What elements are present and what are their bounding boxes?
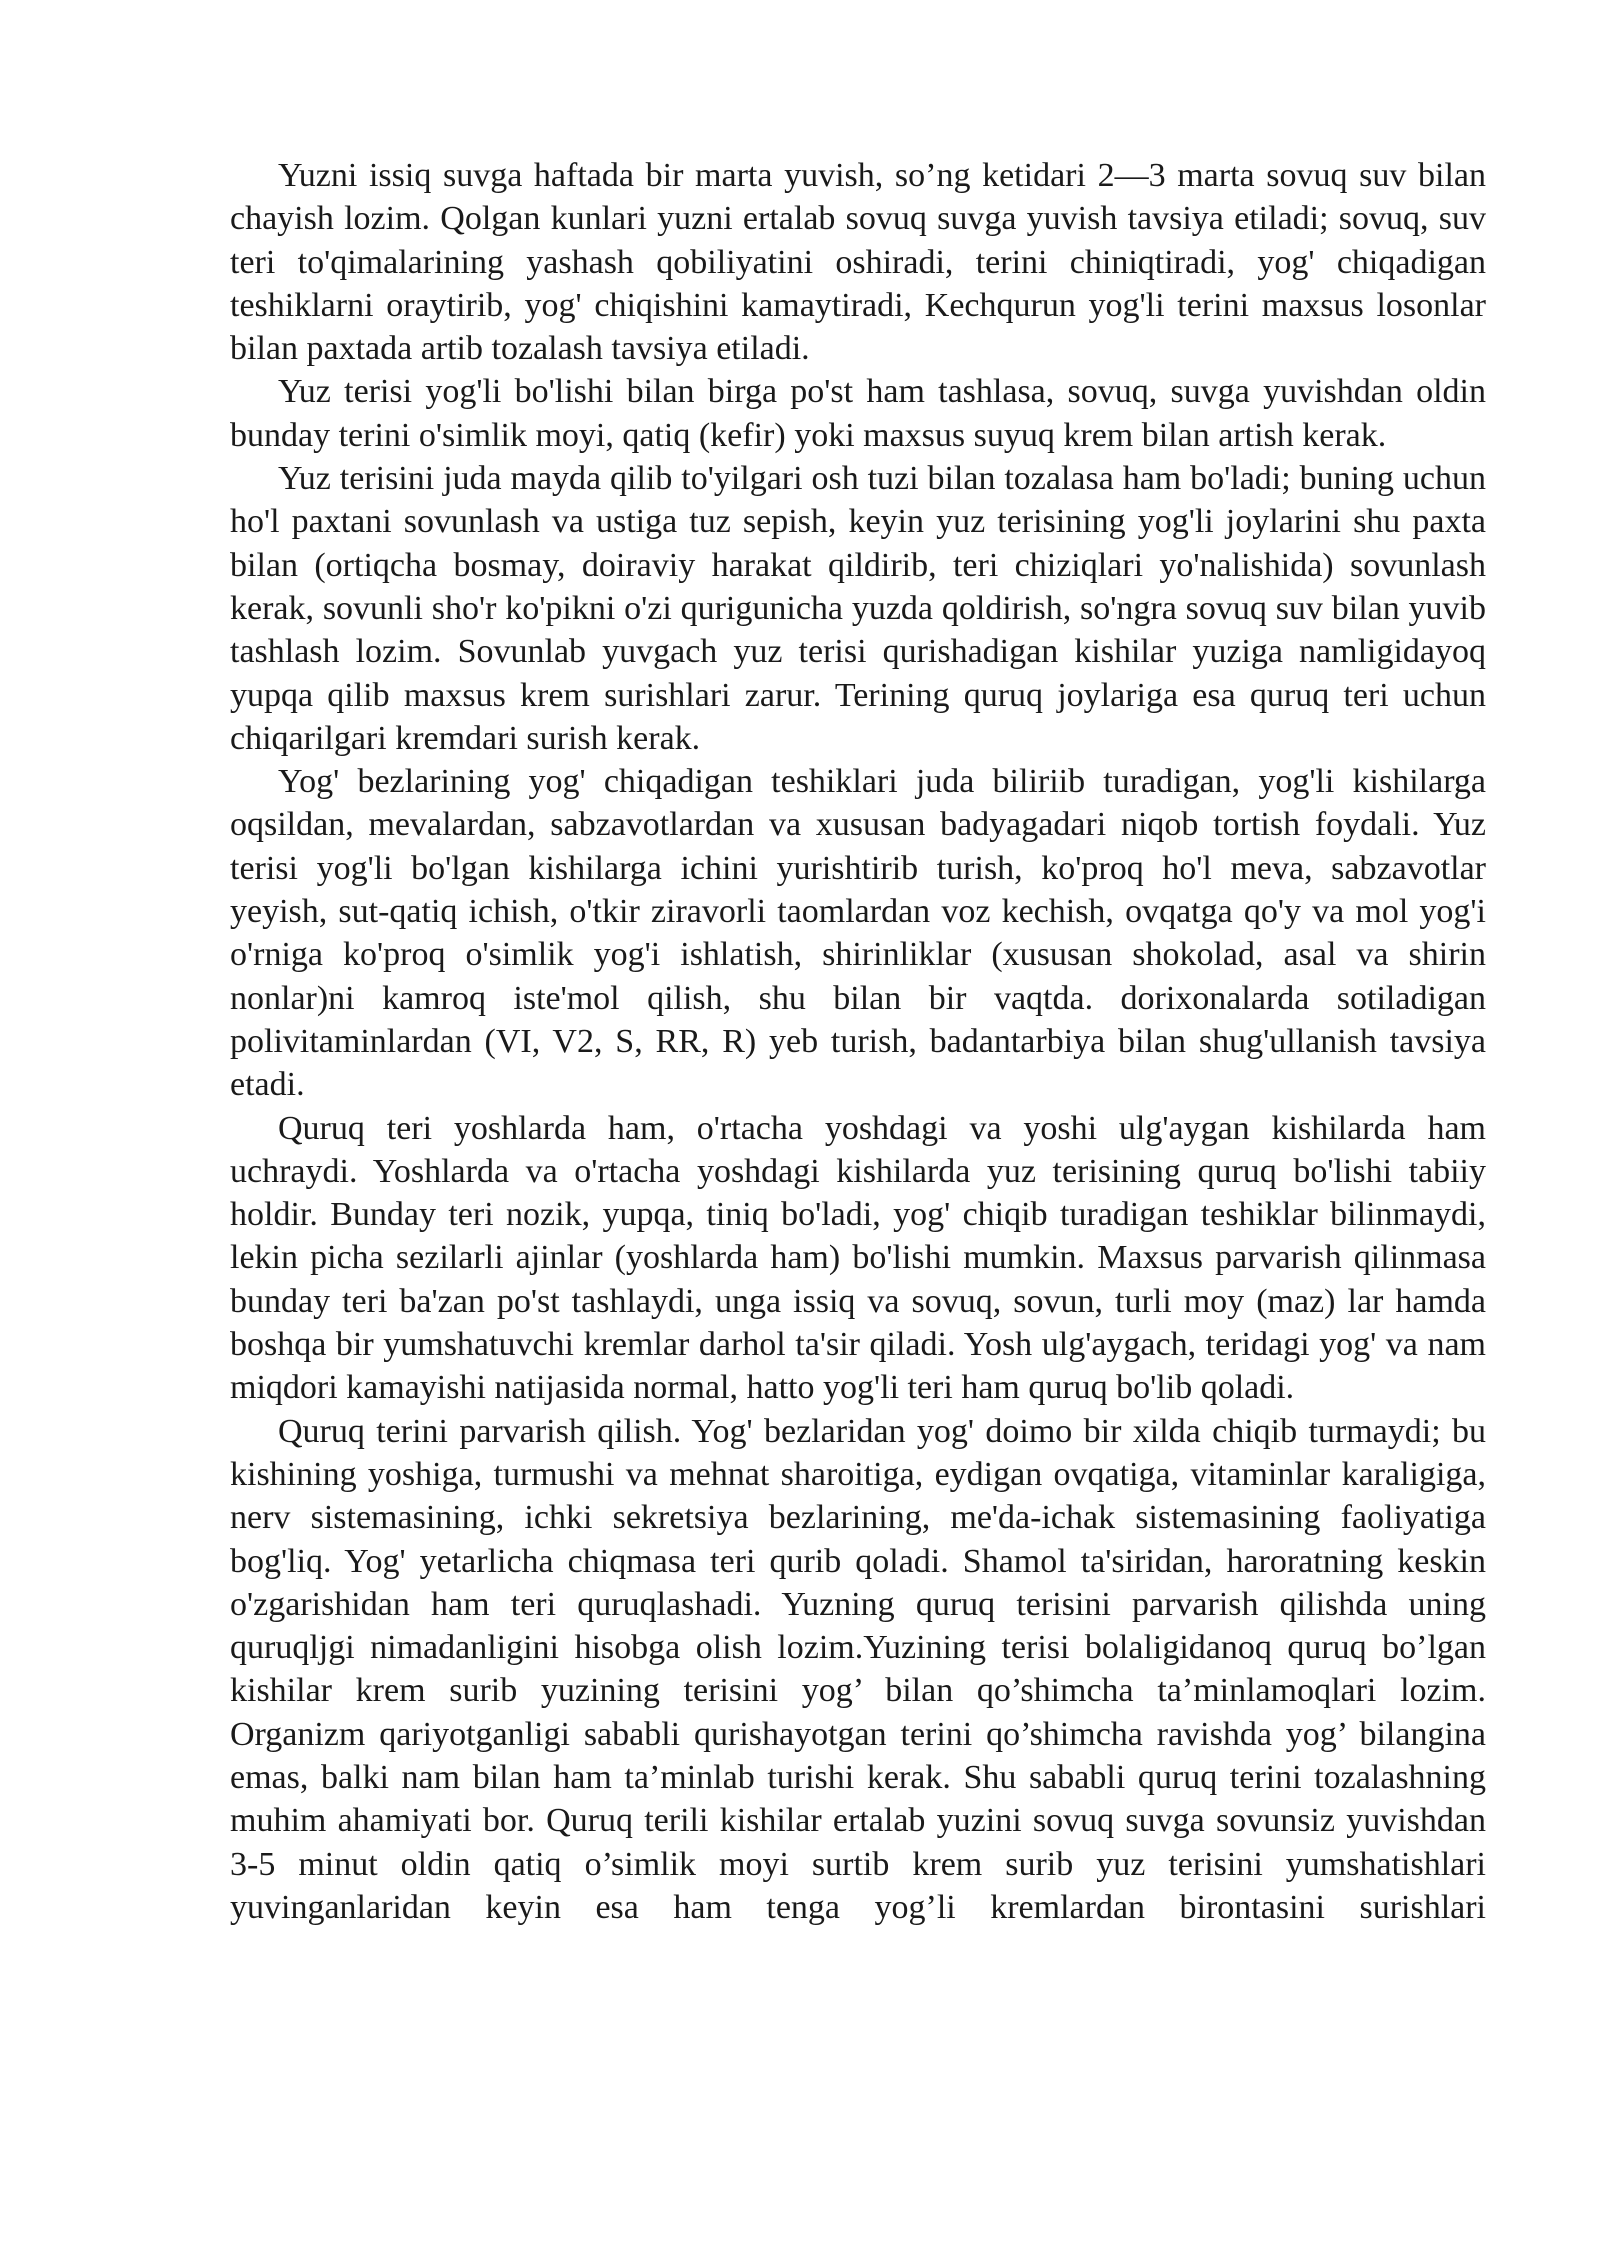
- paragraph-salt-cleansing: Yuz terisini juda mayda qilib to'yilgari osh tuzi bilan tozalasa ham bo'ladi; buning uchun ho'l paxtani sovunlash va ustiga tuz sepish, keyin yuz terisining yog'li joylarini shu paxta bilan (ortiqcha bosmay, doiraviy harakat qildirib, teri chiziqlari yo'nalishida) sovunlash kerak, sovunli sho'r ko'pikni o'zi qurigunicha yuzda qoldirish, so'ngra sovuq suv bilan yuvib tashlash lozim. Sovunlab yuvgach yuz terisi qurishadigan kishilar yuziga namligidayoq yupqa qilib maxsus krem surishlari zarur. Terining quruq joylariga esa quruq teri uchun chiqarilgari kremdari surish kerak.: [230, 460, 1486, 757]
- paragraph-dry-skin-care: Quruq terini parvarish qilish. Yog' bezlaridan yog' doimo bir xilda chiqib turmaydi; bu kishining yoshiga, turmushi va mehnat sharoitiga, eydigan ovqatiga, vitaminlar karaligiga, nerv sistemasining, ichki sekretsiya bezlarining, me'da-ichak sistemasining faoliyatiga bog'liq. Yog' yetarlicha chiqmasa teri qurib qoladi. Shamol ta'siridan, haroratning keskin o'zgarishidan ham teri quruqlashadi. Yuzning quruq terisini parvarish qilishda uning quruqljgi nimadanligini hisobga olish lozim.Yuzining terisi bolaligidanoq quruq bo’lgan kishilar krem surib yuzining terisini yog’ bilan qo’shimcha ta’minlamoqlari lozim. Organizm qariyotganligi sababli qurishayotgan terini qo’shimcha ravishda yog’ bilangina emas, balki nam bilan ham ta’minlab turishi kerak. Shu sababli quruq terini tozalashning muhim ahamiyati bor. Quruq terili kishilar ertalab yuzini sovuq suvga sovunsiz yuvishdan 3-5 minut oldin qatiq o’simlik moyi surtib krem surib yuz terisini yumshatishlari yuvinganlaridan keyin esa ham tenga yog’li kremlardan birontasini surishlari: [230, 1412, 1486, 1926]
- paragraph-washing-face: Yuzni issiq suvga haftada bir marta yuvish, so’ng ketidari 2—3 marta sovuq suv bilan chayish lozim. Qolgan kunlari yuzni ertalab sovuq suvga yuvish tavsiya etiladi; sovuq, suv teri to'qimalarining yashash qobiliyatini oshiradi, terini chiniqtiradi, yog' chiqadigan teshiklarni oraytirib, yog' chiqishini kamaytiradi, Kechqurun yog'li terini maxsus losonlar bilan paxtada artib tozalash tavsiya etiladi.: [230, 157, 1486, 368]
- paragraph-oily-skin-diet: Yog' bezlarining yog' chiqadigan teshiklari juda biliriib turadigan, yog'li kishilarga oqsildan, mevalardan, sabzavotlardan va xususan badyagadari niqob tortish foydali. Yuz terisi yog'li bo'lgan kishilarga ichini yurishtirib turish, ko'proq ho'l meva, sabzavotlar yeyish, sut-qatiq ichish, o'tkir ziravorli taomlardan voz kechish, ovqatga qo'y va mol yog'i o'rniga ko'proq o'simlik yog'i ishlatish, shirinliklar (xususan shokolad, asal va shirin nonlar)ni kamroq iste'mol qilish, shu bilan bir vaqtda. dorixonalarda sotiladigan polivitaminlardan (VI, V2, S, RR, R) yeb turish, badantarbiya bilan shug'ullanish tavsiya etadi.: [230, 763, 1486, 1104]
- paragraph-oily-peeling-skin: Yuz terisi yog'li bo'lishi bilan birga po'st ham tashlasa, sovuq, suvga yuvishdan oldin bunday terini o'simlik moyi, qatiq (kefir) yoki maxsus suyuq krem bilan artish kerak.: [230, 373, 1486, 454]
- document-body: [230, 154, 1486, 1929]
- paragraph-dry-skin: Quruq teri yoshlarda ham, o'rtacha yoshdagi va yoshi ulg'aygan kishilarda ham uchraydi. Yoshlarda va o'rtacha yoshdagi kishilarda yuz terisining quruq bo'lishi tabiiy holdir. Bunday teri nozik, yupqa, tiniq bo'ladi, yog' chiqib turadigan teshiklar bilinmaydi, lekin picha sezilarli ajinlar (yoshlarda ham) bo'lishi mumkin. Maxsus parvarish qilinmasa bunday teri ba'zan po'st tashlaydi, unga issiq va sovuq, sovun, turli moy (maz) lar hamda boshqa bir yumshatuvchi kremlar darhol ta'sir qiladi. Yosh ulg'aygach, teridagi yog' va nam miqdori kamayishi natijasida normal, hatto yog'li teri ham quruq bo'lib qoladi.: [230, 1109, 1486, 1407]
